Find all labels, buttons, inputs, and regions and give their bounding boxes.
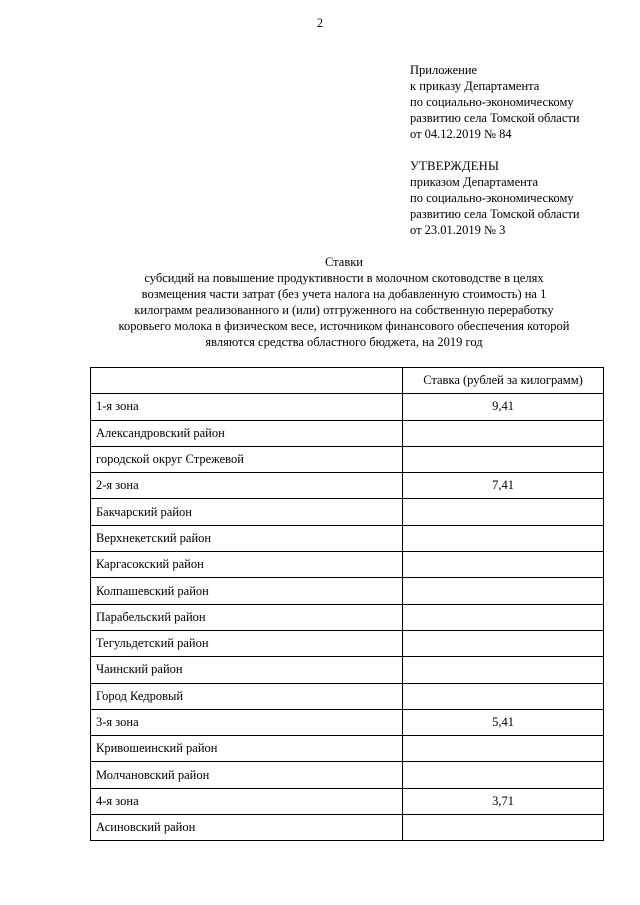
- rate-cell: 3,71: [403, 788, 604, 814]
- territory-cell: Александровский район: [91, 420, 403, 446]
- table-row: [91, 788, 604, 814]
- rate-cell: [403, 499, 604, 525]
- title-line: коровьего молока в физическом весе, источником финансового обеспечения которой: [118, 319, 570, 333]
- territory-cell: городской округ Стрежевой: [91, 446, 403, 472]
- title-line: килограмм реализованного и (или) отгруженного на собственную переработку: [134, 303, 554, 317]
- territory-cell: Парабельский район: [91, 604, 403, 630]
- territory-cell: 3-я зона: [91, 709, 403, 735]
- appendix-line: к приказу Департамента: [410, 79, 540, 93]
- approval-block: [410, 158, 580, 238]
- title-line: возмещения части затрат (без учета налога на добавленную стоимость) на 1: [141, 287, 547, 301]
- table-row: [91, 815, 604, 841]
- rate-cell: 5,41: [403, 709, 604, 735]
- table-row: [91, 446, 604, 472]
- territory-cell: 4-я зона: [91, 788, 403, 814]
- table-row: [91, 578, 604, 604]
- territory-cell: Бакчарский район: [91, 499, 403, 525]
- table-row: [91, 709, 604, 735]
- territory-cell: 2-я зона: [91, 473, 403, 499]
- table-row: [91, 394, 604, 420]
- rate-cell: 9,41: [403, 394, 604, 420]
- territory-cell: Чаинский район: [91, 657, 403, 683]
- rate-cell: [403, 446, 604, 472]
- table-row: [91, 420, 604, 446]
- title-line: Ставки: [324, 255, 363, 269]
- rate-cell: [403, 736, 604, 762]
- approval-line: по социально-экономическому: [410, 191, 574, 205]
- document-title: [84, 254, 604, 350]
- table-row: [91, 683, 604, 709]
- table-row: [91, 657, 604, 683]
- header-cell-rate: Ставка (рублей за килограмм): [403, 368, 604, 394]
- territory-cell: Тегульдетский район: [91, 630, 403, 656]
- table-row: [91, 762, 604, 788]
- title-line: являются средства областного бюджета, на 2019 год: [205, 335, 483, 349]
- table-row: [91, 499, 604, 525]
- title-line: субсидий на повышение продуктивности в молочном скотоводстве в целях: [144, 271, 544, 285]
- territory-cell: Верхнекетский район: [91, 525, 403, 551]
- territory-cell: Асиновский район: [91, 815, 403, 841]
- rate-cell: [403, 552, 604, 578]
- page-number: 2: [316, 16, 324, 30]
- approval-heading: УТВЕРЖДЕНЫ: [410, 159, 500, 173]
- appendix-block: [410, 62, 580, 142]
- rate-cell: [403, 815, 604, 841]
- rate-cell: [403, 604, 604, 630]
- appendix-line: Приложение: [410, 63, 478, 77]
- rate-cell: [403, 762, 604, 788]
- rate-cell: [403, 683, 604, 709]
- approval-line: от 23.01.2019 № 3: [410, 223, 506, 237]
- rate-cell: [403, 630, 604, 656]
- rate-cell: [403, 657, 604, 683]
- table-row: [91, 473, 604, 499]
- approval-line: приказом Департамента: [410, 175, 538, 189]
- rate-cell: 7,41: [403, 473, 604, 499]
- territory-cell: Каргасокский район: [91, 552, 403, 578]
- table-row: [91, 736, 604, 762]
- rate-cell: [403, 420, 604, 446]
- territory-cell: Город Кедровый: [91, 683, 403, 709]
- table-header-row: [91, 368, 604, 394]
- table-row: [91, 604, 604, 630]
- rate-cell: [403, 578, 604, 604]
- territory-cell: Колпашевский район: [91, 578, 403, 604]
- table-row: [91, 630, 604, 656]
- rate-cell: [403, 525, 604, 551]
- header-cell-name: [91, 368, 403, 394]
- appendix-line: от 04.12.2019 № 84: [410, 127, 512, 141]
- territory-cell: Кривошеинский район: [91, 736, 403, 762]
- table-row: [91, 552, 604, 578]
- approval-line: развитию села Томской области: [410, 207, 580, 221]
- appendix-line: по социально-экономическому: [410, 95, 574, 109]
- territory-cell: Молчановский район: [91, 762, 403, 788]
- rates-table: [90, 367, 604, 841]
- territory-cell: 1-я зона: [91, 394, 403, 420]
- table-row: [91, 525, 604, 551]
- appendix-line: развитию села Томской области: [410, 111, 580, 125]
